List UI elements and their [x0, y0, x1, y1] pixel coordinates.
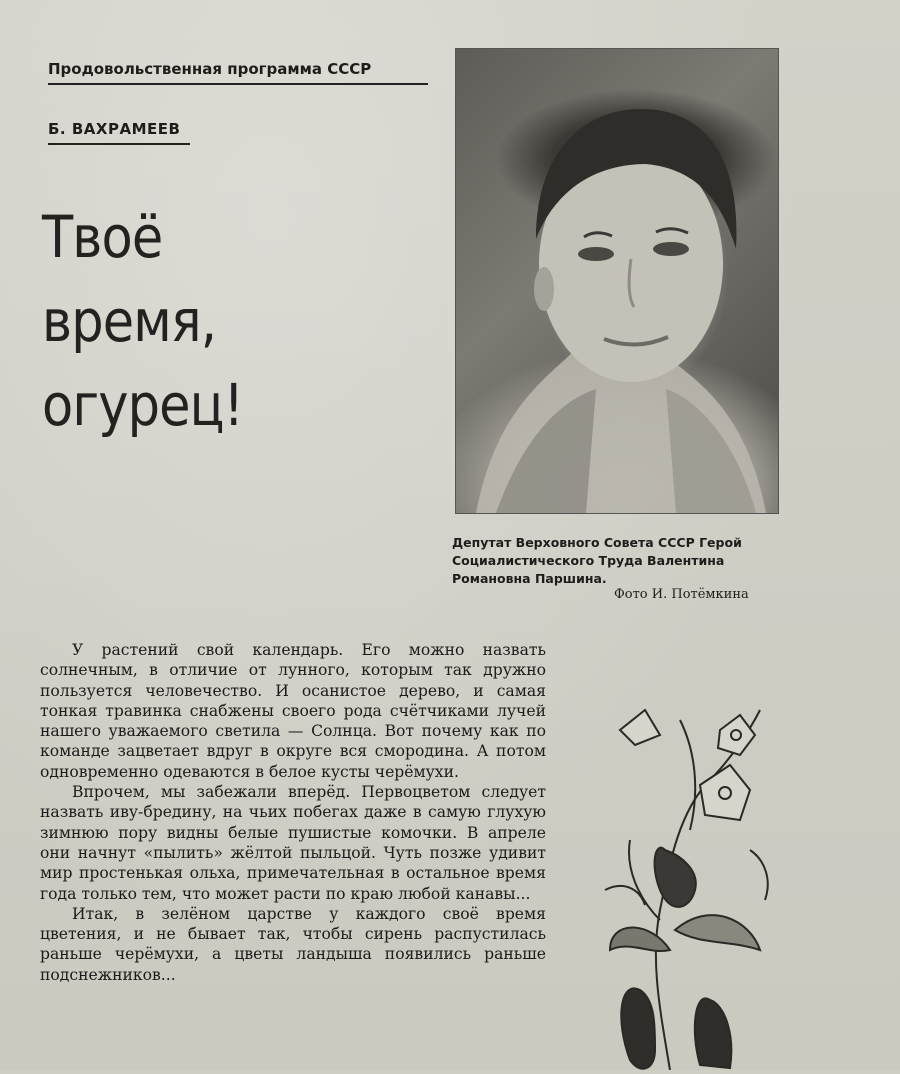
paragraph: Итак, в зелёном царстве у каждого своё время цветения, и не бывает так, чтобы сирень распустилась раньше черёмухи, а цветы ландыша появились раньше подснежников... [40, 904, 546, 984]
article-title [42, 195, 462, 447]
portrait-photo [455, 48, 779, 514]
photo-caption: Депутат Верховного Совета СССР Герой Социалистического Труда Валентина Романовна Паршина. [452, 535, 742, 586]
article-body [40, 640, 546, 985]
section-rubric: Продовольственная программа СССР [48, 60, 428, 85]
title-line-3: огурец! [42, 371, 244, 439]
author-name: Б. ВАХРАМЕЕВ [48, 120, 190, 145]
cucumber-plant-icon [600, 690, 780, 1070]
paragraph: Впрочем, мы забежали вперёд. Первоцветом следует назвать иву-бредину, на чьих побегах даже в самую глухую зимнюю пору видны белые пушистые комочки. В апреле они начнут «пылить» жёлтой пыльцой. Чуть позже удивит мир простенькая ольха, примечательная в остальное время года только тем, что может расти по краю любой канавы... [40, 783, 546, 903]
cucumber-illustration [600, 690, 780, 1070]
title-line-1: Твоё [42, 203, 163, 271]
title-line-2: время, [42, 287, 217, 355]
portrait-photo-icon [456, 49, 778, 513]
photo-credit: Фото И. Потёмкина [614, 587, 749, 602]
paragraph: У растений свой календарь. Его можно назвать солнечным, в отличие от лунного, которым так дружно пользуется человечество. И осанистое дерево, и самая тонкая травинка снабжены своего рода счётчиками лучей нашего уважаемого светила — Солнца. Вот почему как по команде зацветает вдруг в округе вся смородина. А потом одновременно одеваются в белое кусты черёмухи. [40, 641, 546, 781]
